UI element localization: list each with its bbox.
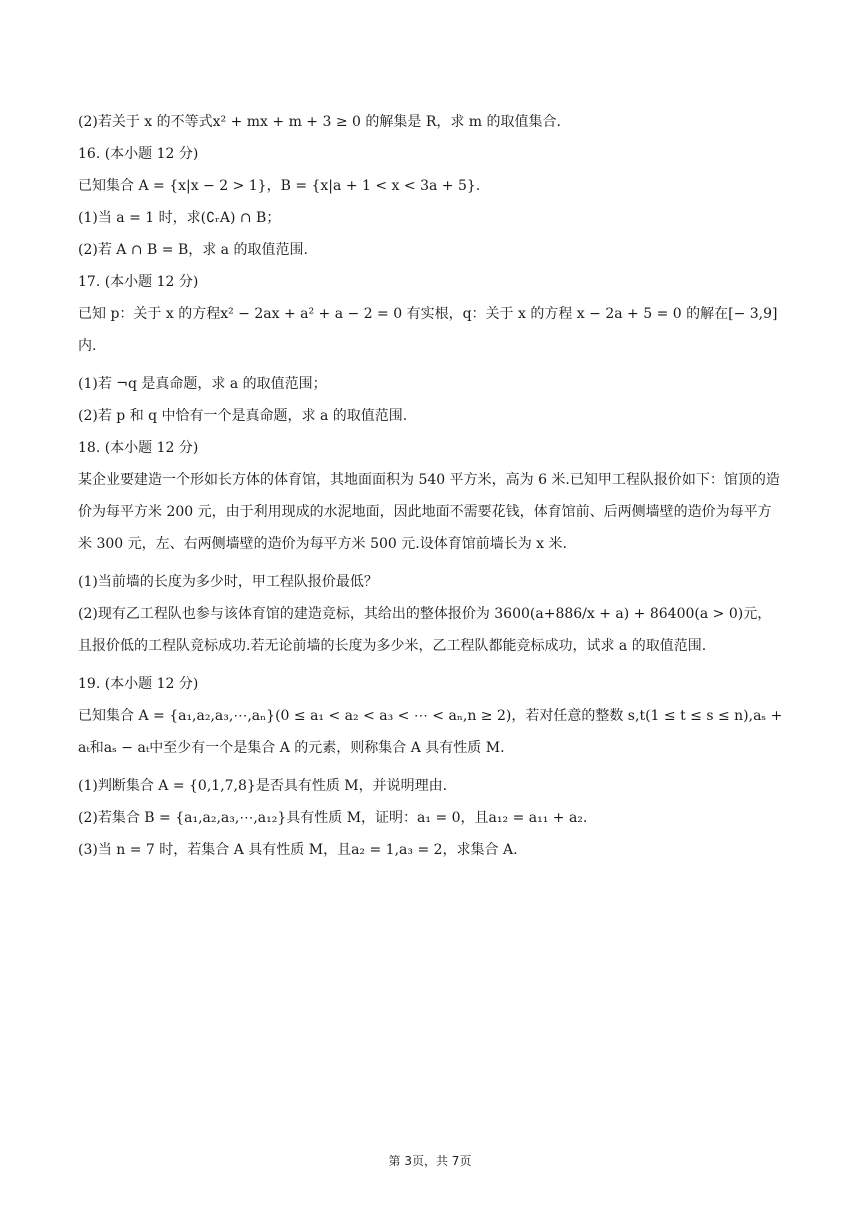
q19-part2: (2)若集合 B = {a₁,a₂,a₃,⋯,a₁₂}具有性质 M，证明：a₁ = 0，且a₁₂ = a₁₁ + a₂. bbox=[78, 810, 588, 826]
page-footer: 第 3页，共 7页 bbox=[388, 1154, 472, 1168]
q15-part2: (2)若关于 x 的不等式x² + mx + m + 3 ≥ 0 的解集是 R，求 m 的取值集合. bbox=[78, 114, 561, 130]
q17-stem-block bbox=[78, 298, 783, 362]
q16-stem: 已知集合 A = {x|x − 2 > 1}，B = {x|a + 1 < x < 3a + 5}. bbox=[78, 178, 481, 194]
q19-stem: 已知集合 A = {a₁,a₂,a₃,⋯,aₙ}(0 ≤ a₁ < a₂ < a₃ < ⋯ < aₙ,n ≥ 2)，若对任意的整数 s,t(1 ≤ t ≤ s ≤ n),aₛ + aₜ和aₛ − aₜ中至少有一个是集合 A 的元素，则称集合 A 具有性质 M. bbox=[78, 708, 783, 756]
q17-part2: (2)若 p 和 q 中恰有一个是真命题，求 a 的取值范围. bbox=[78, 408, 408, 424]
q17-header: 17. (本小题 12 分) bbox=[78, 274, 199, 290]
q19-part3: (3)当 n = 7 时，若集合 A 具有性质 M，且a₂ = 1,a₃ = 2，求集合 A. bbox=[78, 842, 518, 858]
q18-stem: 某企业要建造一个形如长方体的体育馆，其地面面积为 540 平方米，高为 6 米.已知甲工程队报价如下：馆顶的造价为每平方米 200 元，由于利用现成的水泥地面，因此地面不需要花钱，体育馆前、后两侧墙壁的造价为每平方米 300 元，左、右两侧墙壁的造价为每平方米 500 元.设体育馆前墙长为 x 米. bbox=[78, 472, 780, 552]
q18-part2: (2)现有乙工程队也参与该体育馆的建造竞标，其给出的整体报价为 3600(a+886/x + a) + 86400(a > 0)元，且报价低的工程队竞标成功.若无论前墙的长度为多少米，乙工程队都能竞标成功，试求 a 的取值范围. bbox=[78, 606, 772, 654]
q17-stem: 已知 p：关于 x 的方程x² − 2ax + a² + a − 2 = 0 有实根，q：关于 x 的方程 x − 2a + 5 = 0 的解在[− 3,9]内. bbox=[78, 306, 778, 354]
q19-part1: (1)判断集合 A = {0,1,7,8}是否具有性质 M，并说明理由. bbox=[78, 778, 448, 794]
q17-part1: (1)若 ¬q 是真命题，求 a 的取值范围； bbox=[78, 376, 327, 392]
exam-page bbox=[78, 112, 783, 872]
q16-part2: (2)若 A ∩ B = B，求 a 的取值范围. bbox=[78, 242, 308, 258]
q19-stem-block bbox=[78, 700, 783, 764]
q18-header: 18. (本小题 12 分) bbox=[78, 440, 199, 456]
q16-part1: (1)当 a = 1 时，求(∁ᵣA) ∩ B； bbox=[78, 210, 281, 226]
q18-part2-block bbox=[78, 598, 783, 662]
q18-part1: (1)当前墙的长度为多少时，甲工程队报价最低？ bbox=[78, 574, 378, 590]
q19-header: 19. (本小题 12 分) bbox=[78, 676, 199, 692]
q18-stem-block bbox=[78, 464, 783, 560]
q16-header: 16. (本小题 12 分) bbox=[78, 146, 199, 162]
